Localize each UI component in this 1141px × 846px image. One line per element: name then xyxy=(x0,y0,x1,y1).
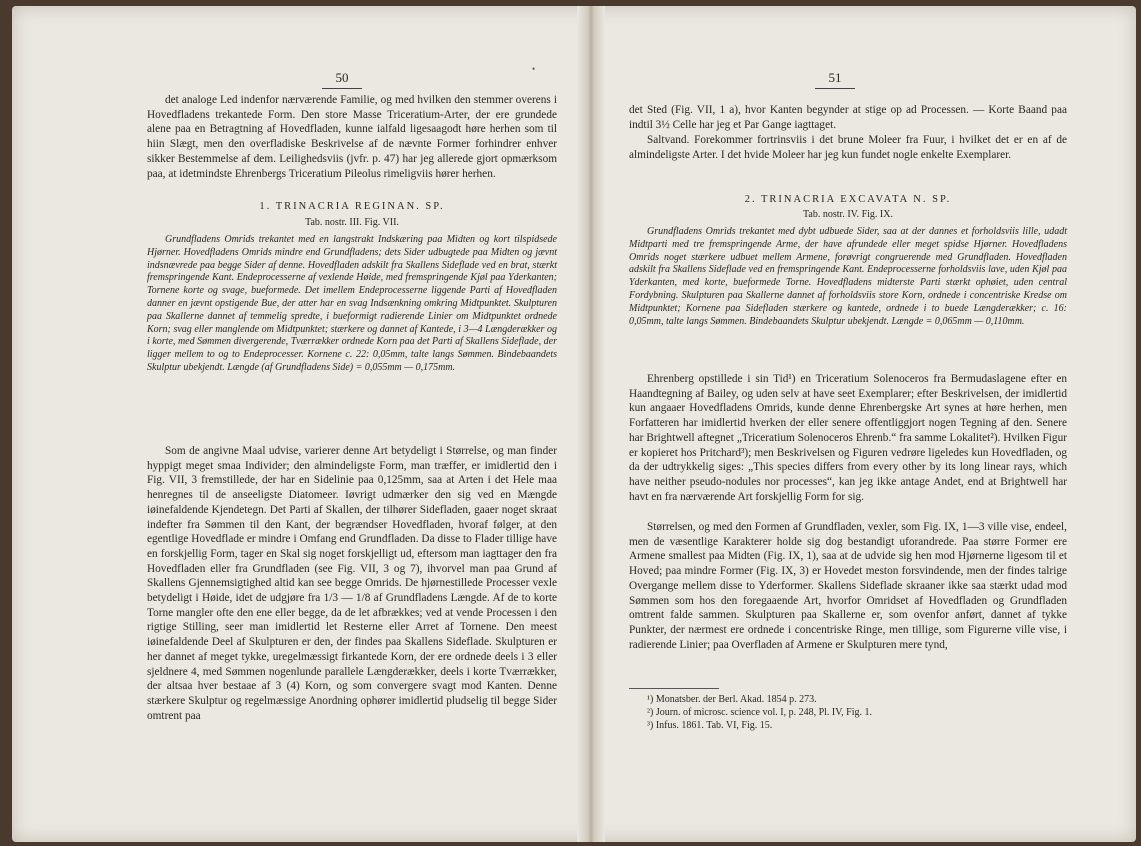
left-species-heading: 1. TRINACRIA REGINAN. SP. xyxy=(259,201,445,212)
right-page-number: 51 xyxy=(828,70,842,85)
footnote-3: ³) Infus. 1861. Tab. VI, Fig. 15. xyxy=(647,720,773,731)
footnote-rule xyxy=(629,688,719,689)
left-page-number-rule xyxy=(322,88,362,89)
page-mark: • xyxy=(532,64,536,74)
right-paragraph-1: det Sted (Fig. VII, 1 a), hvor Kanten begynder at stige op ad Processen. — Korte Baand paa indtil 3½ Celle har jeg et Par Gange iagttaget. xyxy=(629,104,1067,131)
right-species-diagnosis: Grundfladens Omrids trekantet med dybt udbuede Sider, saa at der dannes et forholdsviis lille, udadt Midtparti med tre fremspringende Arme, der have afrundede eller meget spidse Hjørner. Hovedfladens Omrids noget stærkere udbuet mellem Armene, forøvrigt congruerende med Grundfladen. Hovedfladen adskilt fra Skallens Sideflade ved en fremspringende Kant. Endeprocesserne forholdsviis lave, uden Kjøl paa Yderkanten, med korte, bueformede Torne. Hovedfladens midterste Parti stærkt ophøiet, uden central Fordybning. Skulpturen paa Skallerne dannet af forholdsviis store Korn, ordnede i concentriske Kredse om Midtpunktet; Kornene paa Sidefladen stærkere og kantede, ordnede i to buede Længderækker; c. 16: 0,05mm, talte langs Sømmen. Bindebaandets Skulptur ubekjendt. Længde = 0,065mm — 0,110mm. xyxy=(629,226,1067,327)
right-species-heading: 2. TRINACRIA EXCAVATA N. SP. xyxy=(744,194,952,205)
left-page-number: 50 xyxy=(335,70,349,85)
book-spread xyxy=(12,6,1136,842)
right-paragraph-2: Ehrenberg opstillede i sin Tid¹) en Triceratium Solenoceros fra Bermudaslagene efter en Haandtegning af Bailey, og uden selv at have seet Exemplarer; efter Beskrivelsen, der imidlertid kun angaaer Hovedfladens Omrids, kunde denne Ehrenbergske Art synes at høre herhen, men Forfatteren har imidlertid hverken der eller senere offentliggjort nogen Tegning af den. Senere har Brightwell aftegnet „Triceratium Solenoceros Ehrenb.“ fra samme Lokalitet²). Hvilken Figur er kopieret hos Pritchard³); men Beskrivelsen og Figuren vedrøre ligeledes kun Hovedfladen, og da der udtrykkelig siges: „This species differs from every other by its long linear rays, which have neither pseudo-nodules nor processes“, kan jeg ikke antage Andet, end at Brightwell har havt en fra nærværende Art forskjellig Form for sig. xyxy=(629,373,1067,503)
left-paragraph-1: det analoge Led indenfor nærværende Familie, og med hvilken den stemmer overens i Hovedfladens trekantede Form. Den store Masse Triceratium-Arter, der ere grundede alene paa en Betragtning af Hovedfladen, kunne ialfald ligesaagodt høre herhen som til hiin Slægt, men den overfladiske Beskrivelse af de nævnte Former forhindrer enhver sikker Bestemmelse af dem. Leilighedsviis (jvfr. p. 47) har jeg allerede gjort opmærksom paa, at idetmindste Ehrenbergs Triceratium Pileolus rimeligviis hører herhen. xyxy=(147,94,557,180)
footnote-2: ²) Journ. of microsc. science vol. I, p. 248, Pl. IV, Fig. 1. xyxy=(647,707,873,718)
right-page-number-rule xyxy=(815,88,855,89)
right-paragraph-3: Størrelsen, og med den Formen af Grundfladen, vexler, som Fig. IX, 1—3 ville vise, endeel, men de væsentlige Karakterer holde sig dog bestandigt uforandrede. Paa større Former ere Armene smallest paa Midten (Fig. IX, 1), saa at de udvide sig hen mod Hjørnerne ligesom til et Hoved; paa mindre Former (Fig. IX, 3) er Hovedet meston forsvindende, men der findes talrige Overgange mellem disse to Yderformer. Skallens Sideflade skraaner ikke saa stærkt udad mod Sømmen som hos den foregaaende Art, hvorfor Omridset af Hovedfladen og Grundfladen omtrent falde sammen. Skulpturen paa Skallerne er, som ovenfor anført, dannet af tykke Punkter, der nærmest ere ordnede i concentriske Ringe, men tillige, som Figurerne ville vise, i radierende Linier; paa Overfladen af Armene er Skulpturen mere tynd, xyxy=(629,521,1067,651)
right-location-paragraph: Saltvand. Forekommer fortrinsviis i det brune Moleer fra Fuur, i hvilket det er en af de almindeligste Arter. I det hvide Moleer har jeg kun fundet nogle enkelte Exemplarer. xyxy=(629,134,1067,161)
left-page xyxy=(12,6,577,842)
right-page xyxy=(605,6,1136,842)
footnote-1: ¹) Monatsber. der Berl. Akad. 1854 p. 273. xyxy=(647,694,817,705)
right-species-subheading: Tab. nostr. IV. Fig. IX. xyxy=(803,209,893,220)
left-species-subheading: Tab. nostr. III. Fig. VII. xyxy=(305,217,399,228)
left-paragraph-2: Som de angivne Maal udvise, varierer denne Art betydeligt i Størrelse, og man finder hyppigt meget smaa Individer; den almindeligste Form, man træffer, er imidlertid den i Fig. VII, 3 fremstillede, der har en Sidelinie paa 0,125mm, saa at Arten i det Hele maa henregnes til de anseeligste Diatomeer. Iøvrigt udmærker den sig ved en Mængde iøinefaldende Kjendetegn. Det Parti af Skallen, der tilhører Sidefladen, gaaer noget skraat indefter fra Sømmen til den Kant, der begrændser Hovedfladen, hvoraf følger, at den egentlige Hovedflade er mindre i Omfang end Grundfladen. Da disse to Flader tillige have en forskjellig Form, tager en Skal sig noget forskjelligt ud, eftersom man iagttager den fra Hovedfladen eller fra Grundfladen (see Fig. VII, 3 og 7), ihvorvel man paa Grund af Skallens Gjennemsigtighed altid kan see begge Omrids. De hjørnestillede Processer vexle betydeligt i Høide, idet de udgjøre fra 1/3 — 1/8 af Grundfladens Længde. Af de to korte Torne mangler ofte den ene eller begge, da de let afbrækkes; ved at vende Processen i den rigtige Stilling, seer man imidlertid let Resterne eller Arret af Tornene. Den meest iøinefaldende Deel af Skulpturen er den, der findes paa Skallens Sideflade. Skulpturen er her dannet af meget tykke, uregelmæssigt firkantede Korn, der ere ordnede deels i 3 eller sjeldnere 4, med Sømmen nogenlunde parallele Længderækker, deels i korte Tværrækker, der altsaa hver bestaae af 3 (4) Korn, og som convergere svagt mod Kanten. Denne stærkere Skulptur og regelmæssige Anordning ophører imidlertid pludselig til begge Sider omtrent paa xyxy=(147,445,557,722)
left-species-diagnosis: Grundfladens Omrids trekantet med en langstrakt Indskæring paa Midten og kort tilspidsede Hjørner. Hovedfladens Omrids mindre end Grundfladens; dets Sider udbugtede paa Midten og jævnt indsnævrede paa begge Sider af denne. Hovedfladen adskilt fra Skallens Sideflade ved en brat, stærkt fremspringende Kant. Endeprocesserne af vexlende Høide, med fremspringende Kjøl paa Yderkanten; Tornene korte og svage, bueformede. Det imellem Endeprocesserne liggende Parti af Hovedfladen danner en jævnt opstigende Bue, der atter har en svag Indsænkning omkring Midtpunktet. Skulpturen paa Skallerne dannet af temmelig spredte, i bueformigt radierende Linier om Midtpunktet ordnede Korn; svag eller manglende om Midtpunktet; stærkere og dannet af Kantede, i 3—4 Længderækker og i korte, med Sømmen divergerende, Tværrækker ordnede Korn paa det Parti af Skallens Sideflade, der ligger mellem to og to Endeprocesser. Kornene c. 22: 0,05mm, talte langs Sømmen. Bindebaandets Skulptur ubekjendt. Længde (af Grundfladens Side) = 0,055mm — 0,175mm. xyxy=(147,234,557,373)
book-gutter xyxy=(577,6,605,842)
